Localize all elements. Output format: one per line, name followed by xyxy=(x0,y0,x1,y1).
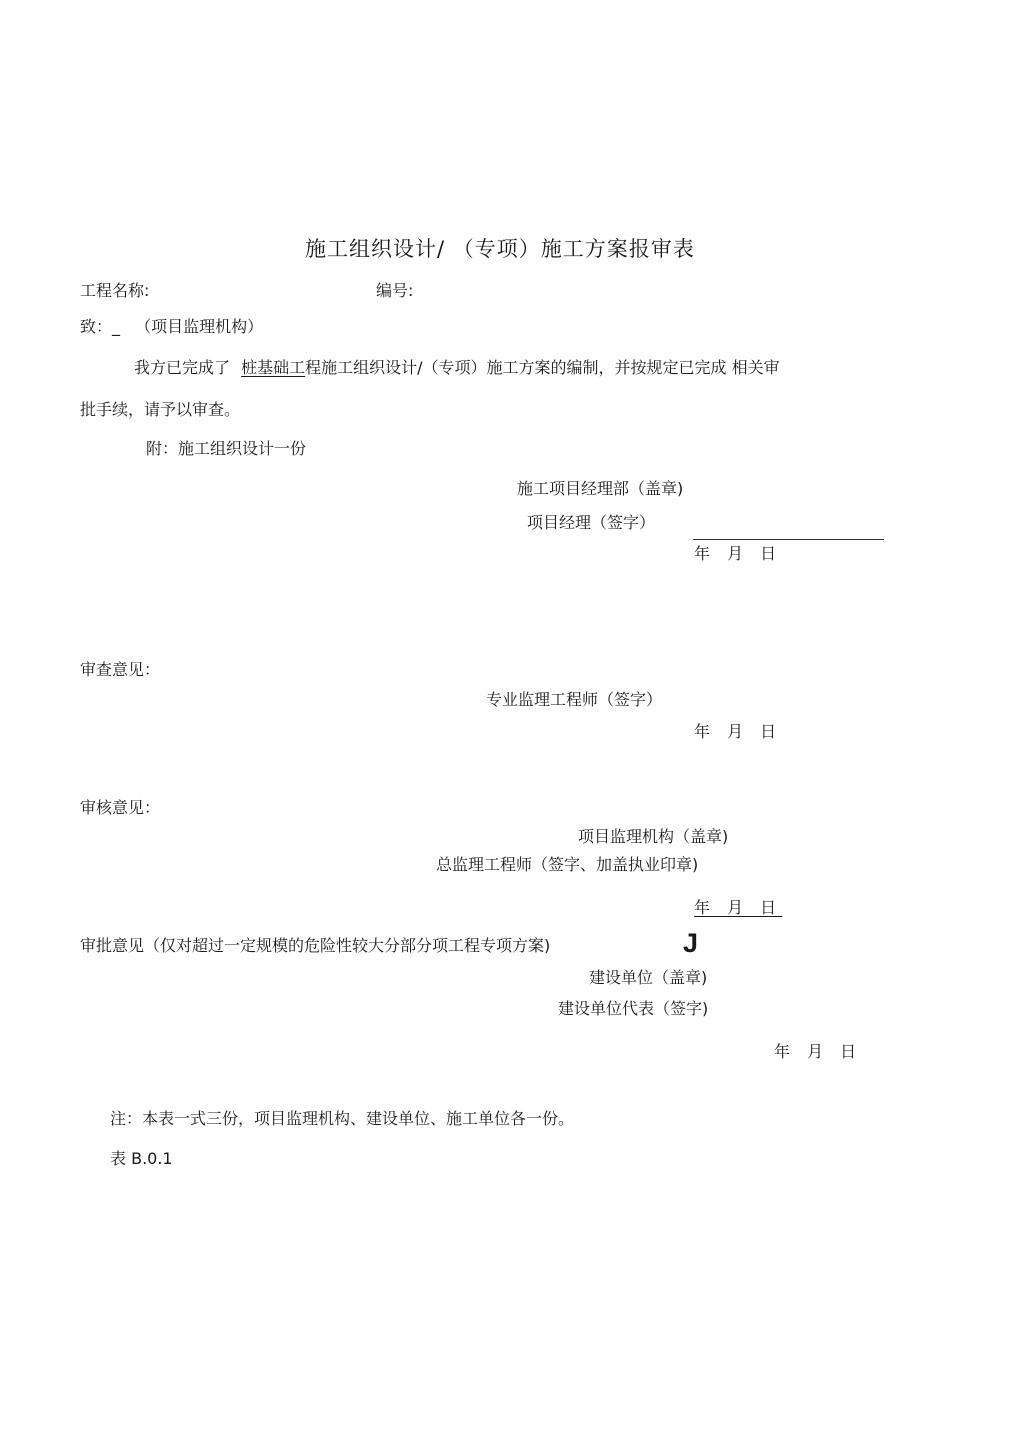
attachment-line: 附：施工组织设计一份 xyxy=(146,439,307,458)
approval-date: 年 月 日 xyxy=(774,1042,863,1061)
audit-chief: 总监理工程师（签字、加盖执业印章) xyxy=(436,855,699,874)
approval-rep: 建设单位代表（签字) xyxy=(558,999,709,1018)
addressee-prefix: 致：_ xyxy=(80,317,121,336)
review-engineer: 专业监理工程师（签字） xyxy=(486,690,663,709)
approval-unit: 建设单位（盖章) xyxy=(589,968,708,987)
body-intro: 我方已完成了 xyxy=(134,358,231,377)
addressee-name: （项目监理机构） xyxy=(135,317,264,336)
body-line-1 xyxy=(134,358,780,378)
review-date: 年 月 日 xyxy=(694,722,783,741)
body-line-1-rest: 程施工组织设计/（专项）施工方案的编制，并按规定已完成 相关审 xyxy=(305,358,780,377)
audit-org: 项目监理机构（盖章) xyxy=(578,827,729,846)
approval-mark: J xyxy=(683,928,699,958)
body-line-2: 批手续，请予以审查。 xyxy=(80,400,241,419)
review-label: 审查意见： xyxy=(80,660,161,679)
audit-label: 审核意见： xyxy=(80,798,161,817)
approval-label: 审批意见（仅对超过一定规模的危险性较大分部分项工程专项方案) xyxy=(80,936,551,955)
audit-date: 年 月 日 xyxy=(694,898,783,917)
contractor-date: 年 月 日 xyxy=(694,544,783,563)
footer-note: 注：本表一式三份，项目监理机构、建设单位、施工单位各一份。 xyxy=(110,1109,575,1128)
signature-line xyxy=(693,539,884,540)
form-number: 表 B.0.1 xyxy=(110,1149,173,1168)
project-name-label: 工程名称: xyxy=(80,281,150,300)
contractor-dept: 施工项目经理部（盖章) xyxy=(517,479,684,498)
project-type: 桩基础工 xyxy=(241,358,306,377)
contractor-manager: 项目经理（签字） xyxy=(527,513,656,532)
number-label: 编号: xyxy=(376,281,414,300)
form-title: 施工组织设计/ （专项）施工方案报审表 xyxy=(305,237,695,261)
addressee-line xyxy=(80,317,263,337)
